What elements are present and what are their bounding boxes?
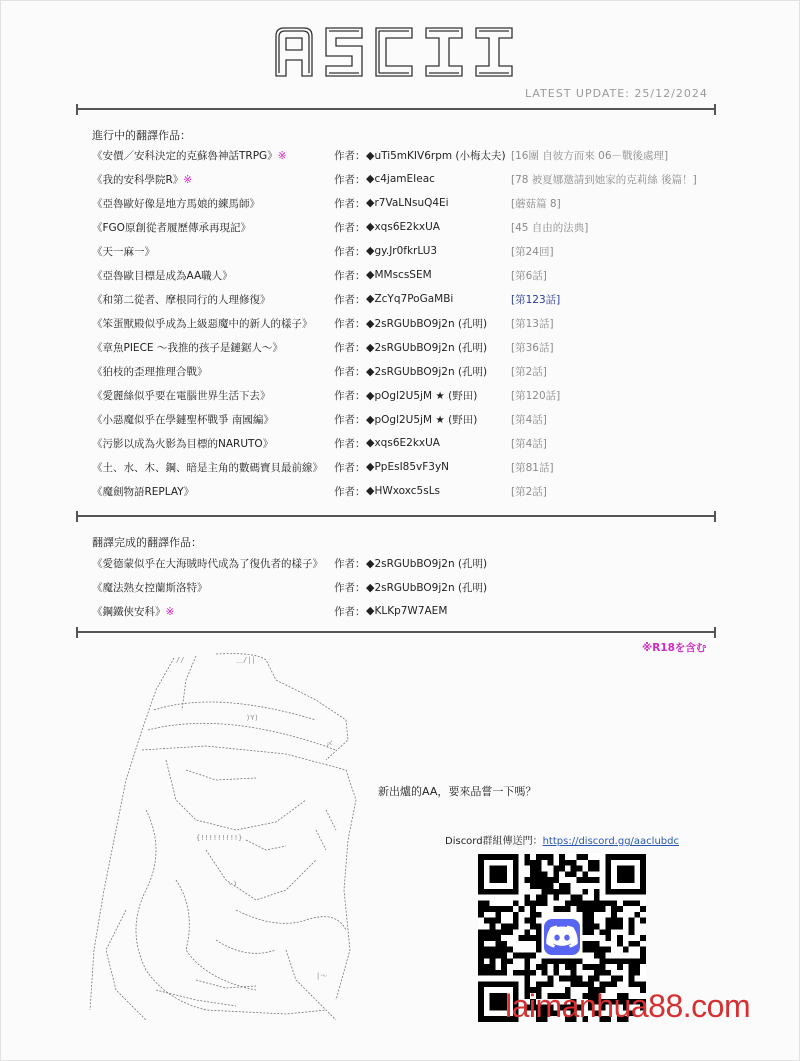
work-title-text: 《小惡魔似乎在學鏈聖杯戰爭 南國編》: [92, 414, 274, 426]
chapter-status[interactable]: [16團 自彼方而來 06－戰後處理]: [511, 150, 669, 162]
work-title-text: 《和第二從者、摩根同行的人理修復》: [92, 294, 271, 306]
work-title-text: 《狛枝的歪理推理合戰》: [92, 366, 208, 378]
author: [366, 484, 440, 497]
author-name: r7VaLNsuQ4Ei: [374, 197, 449, 209]
r18-note: ※R18を含む: [642, 642, 707, 654]
r18-mark: ※: [277, 150, 287, 162]
author: [366, 316, 487, 331]
work-title-text: 《魔劍物語REPLAY》: [92, 486, 195, 498]
chapter-status[interactable]: [78 被夏娜邀請到她家的克莉絲 後篇！]: [511, 174, 697, 186]
work-title: [92, 388, 271, 403]
diamond-icon: ◆: [366, 581, 375, 594]
work-title-text: 《鋼鐵俠安科》: [92, 606, 166, 618]
author: [366, 148, 506, 163]
author-label: 作者：: [334, 606, 366, 618]
chapter-status[interactable]: [第24回]: [511, 246, 554, 258]
watermark: laimanhua88.com: [505, 988, 751, 1024]
author-label: 作者：: [334, 294, 366, 306]
author-label: 作者：: [334, 390, 366, 402]
author-name: uTi5mKIV6rpm (小梅太夫): [374, 150, 506, 162]
svg-text:{!!!!!!!!!}: {!!!!!!!!!}: [196, 834, 243, 842]
author-label: 作者：: [334, 462, 366, 474]
author: [366, 268, 432, 281]
work-title-text: 《愛麗絲似乎要在電腦世界生活下去》: [92, 390, 271, 402]
author-label: 作者：: [334, 246, 366, 258]
diamond-icon: ◆: [366, 389, 375, 402]
author-label: 作者：: [334, 222, 366, 234]
author: [366, 292, 453, 305]
work-title: [92, 556, 323, 571]
author-name: HWxoxc5sLs: [374, 485, 441, 497]
author-name: xqs6E2kxUA: [374, 221, 440, 233]
work-title-text: 《章魚PIECE ～我推的孩子是鏈鋸人～》: [92, 342, 283, 354]
svg-text:)Y): )Y): [246, 714, 259, 722]
author-name: 2sRGUbBO9j2n (孔明): [374, 558, 488, 570]
work-title-text: 《我的安科學院R》: [92, 174, 184, 186]
top-divider: [76, 108, 716, 110]
r18-mark: ※: [183, 174, 193, 186]
author-name: pOgl2U5jM ★ (野田): [374, 390, 478, 402]
author-name: 2sRGUbBO9j2n (孔明): [374, 318, 488, 330]
ascii-art-illustration: [86, 650, 376, 1030]
work-title-text: 《安價／安科決定的克蘇魯神話TRPG》: [92, 150, 278, 162]
work-title: [92, 484, 194, 499]
author-label: 作者：: [334, 414, 366, 426]
discord-line: [445, 832, 679, 847]
diamond-icon: ◆: [366, 341, 375, 354]
work-title: [92, 460, 323, 475]
r18-mark: ※: [165, 606, 175, 618]
work-title-text: 《亞魯歐目標是成為AA職人》: [92, 270, 233, 282]
bottom-divider: [76, 631, 716, 633]
author-label: 作者：: [334, 198, 366, 210]
work-title-text: 《天一麻一》: [92, 246, 155, 258]
diamond-icon: ◆: [366, 172, 375, 185]
work-title: [92, 604, 174, 619]
chapter-status[interactable]: [第6話]: [511, 270, 547, 282]
discord-link[interactable]: https://discord.gg/aaclubdc: [542, 836, 679, 847]
author: [366, 196, 449, 209]
chapter-status[interactable]: [第81話]: [511, 462, 554, 474]
work-title-text: 《土、水、木、鋼、暗是主角的數碼寶貝最前線》: [92, 462, 323, 474]
work-title: [92, 580, 208, 595]
chapter-status[interactable]: [第4話]: [511, 438, 547, 450]
author-name: 2sRGUbBO9j2n (孔明): [374, 342, 488, 354]
author-name: pOgl2U5jM ★ (野田): [374, 414, 478, 426]
work-title: [92, 364, 208, 379]
work-title: [92, 316, 313, 331]
author-label: 作者：: [334, 486, 366, 498]
chapter-status[interactable]: [第123話]: [511, 294, 561, 306]
work-title-text: 《魔法熟女控蘭斯洛特》: [92, 582, 208, 594]
author-label: 作者：: [334, 582, 366, 594]
svg-text:〆: 〆: [326, 740, 333, 748]
author-label: 作者：: [334, 270, 366, 282]
work-title-text: 《污影以成為火影為目標的NARUTO》: [92, 438, 274, 450]
work-title: [92, 412, 274, 427]
author-label: 作者：: [334, 438, 366, 450]
author: [366, 436, 440, 449]
author-name: 2sRGUbBO9j2n (孔明): [374, 582, 488, 594]
author: [366, 460, 449, 473]
diamond-icon: ◆: [366, 220, 375, 233]
svg-text:ヽ): ヽ): [226, 880, 238, 888]
discord-icon: [544, 919, 580, 955]
work-title: [92, 196, 260, 211]
author: [366, 556, 487, 571]
svg-text:＿/||: ＿/||: [236, 656, 256, 664]
completed-heading: 翻譯完成的翻譯作品：: [92, 536, 202, 549]
work-title-text: 《FGO原創從者履歷傳承再現記》: [92, 222, 251, 234]
chapter-status[interactable]: [第2話]: [511, 366, 547, 378]
author: [366, 220, 440, 233]
diamond-icon: ◆: [366, 484, 375, 497]
latest-update: LATEST UPDATE: 25/12/2024: [525, 87, 708, 100]
author-name: 2sRGUbBO9j2n (孔明): [374, 366, 488, 378]
author-name: gy.Jr0fkrLU3: [374, 245, 438, 257]
diamond-icon: ◆: [366, 365, 375, 378]
diamond-icon: ◆: [366, 460, 375, 473]
work-title: [92, 148, 287, 163]
author-label: 作者：: [334, 558, 366, 570]
invite-text: 新出爐的AA，要來品嘗一下嗎？: [378, 785, 537, 798]
author-name: PpEsI85vF3yN: [374, 461, 450, 473]
chapter-status[interactable]: [第2話]: [511, 486, 547, 498]
author-label: 作者：: [334, 342, 366, 354]
work-title: [92, 172, 192, 187]
diamond-icon: ◆: [366, 413, 375, 426]
work-title-text: 《愛德蒙似乎在大海賊時代成為了復仇者的樣子》: [92, 558, 323, 570]
author-name: c4jamEIeac: [374, 173, 435, 185]
author: [366, 388, 477, 403]
diamond-icon: ◆: [366, 557, 375, 570]
author: [366, 580, 487, 595]
ascii-logo: [270, 22, 522, 82]
chapter-status[interactable]: [第36話]: [511, 342, 554, 354]
chapter-status[interactable]: [第120話]: [511, 390, 561, 402]
author-name: MMscsSEM: [374, 269, 432, 281]
author-name: ZcYq7PoGaMBi: [374, 293, 454, 305]
author: [366, 244, 437, 257]
middle-divider: [76, 515, 716, 517]
discord-label: Discord群組傳送門：: [445, 836, 543, 847]
diamond-icon: ◆: [366, 244, 375, 257]
author: [366, 340, 487, 355]
diamond-icon: ◆: [366, 292, 375, 305]
svg-text:|～: |～: [316, 972, 328, 980]
diamond-icon: ◆: [366, 149, 375, 162]
work-title-text: 《亞魯歐好像是地方馬娘的練馬師》: [92, 198, 260, 210]
author-label: 作者：: [334, 174, 366, 186]
svg-text://: //: [176, 656, 185, 664]
chapter-status[interactable]: [第13話]: [511, 318, 554, 330]
chapter-status[interactable]: [蘑菇篇 8]: [511, 198, 561, 210]
diamond-icon: ◆: [366, 436, 375, 449]
work-title: [92, 340, 283, 355]
author-name: xqs6E2kxUA: [374, 437, 440, 449]
author-label: 作者：: [334, 318, 366, 330]
work-title: [92, 244, 155, 259]
diamond-icon: ◆: [366, 604, 375, 617]
author-label: 作者：: [334, 150, 366, 162]
ongoing-heading: 進行中的翻譯作品：: [92, 129, 191, 142]
chapter-status[interactable]: [45 自由的法典]: [511, 222, 589, 234]
author: [366, 172, 435, 185]
author: [366, 412, 477, 427]
author-label: 作者：: [334, 366, 366, 378]
work-title: [92, 268, 233, 283]
work-title: [92, 436, 273, 451]
chapter-status[interactable]: [第4話]: [511, 414, 547, 426]
diamond-icon: ◆: [366, 268, 375, 281]
author: [366, 364, 487, 379]
author: [366, 604, 447, 617]
work-title: [92, 220, 251, 235]
diamond-icon: ◆: [366, 317, 375, 330]
work-title-text: 《笨蛋獸殿似乎成為上級惡魔中的新人的樣子》: [92, 318, 313, 330]
work-title: [92, 292, 271, 307]
author-name: KLKp7W7AEM: [374, 605, 448, 617]
diamond-icon: ◆: [366, 196, 375, 209]
